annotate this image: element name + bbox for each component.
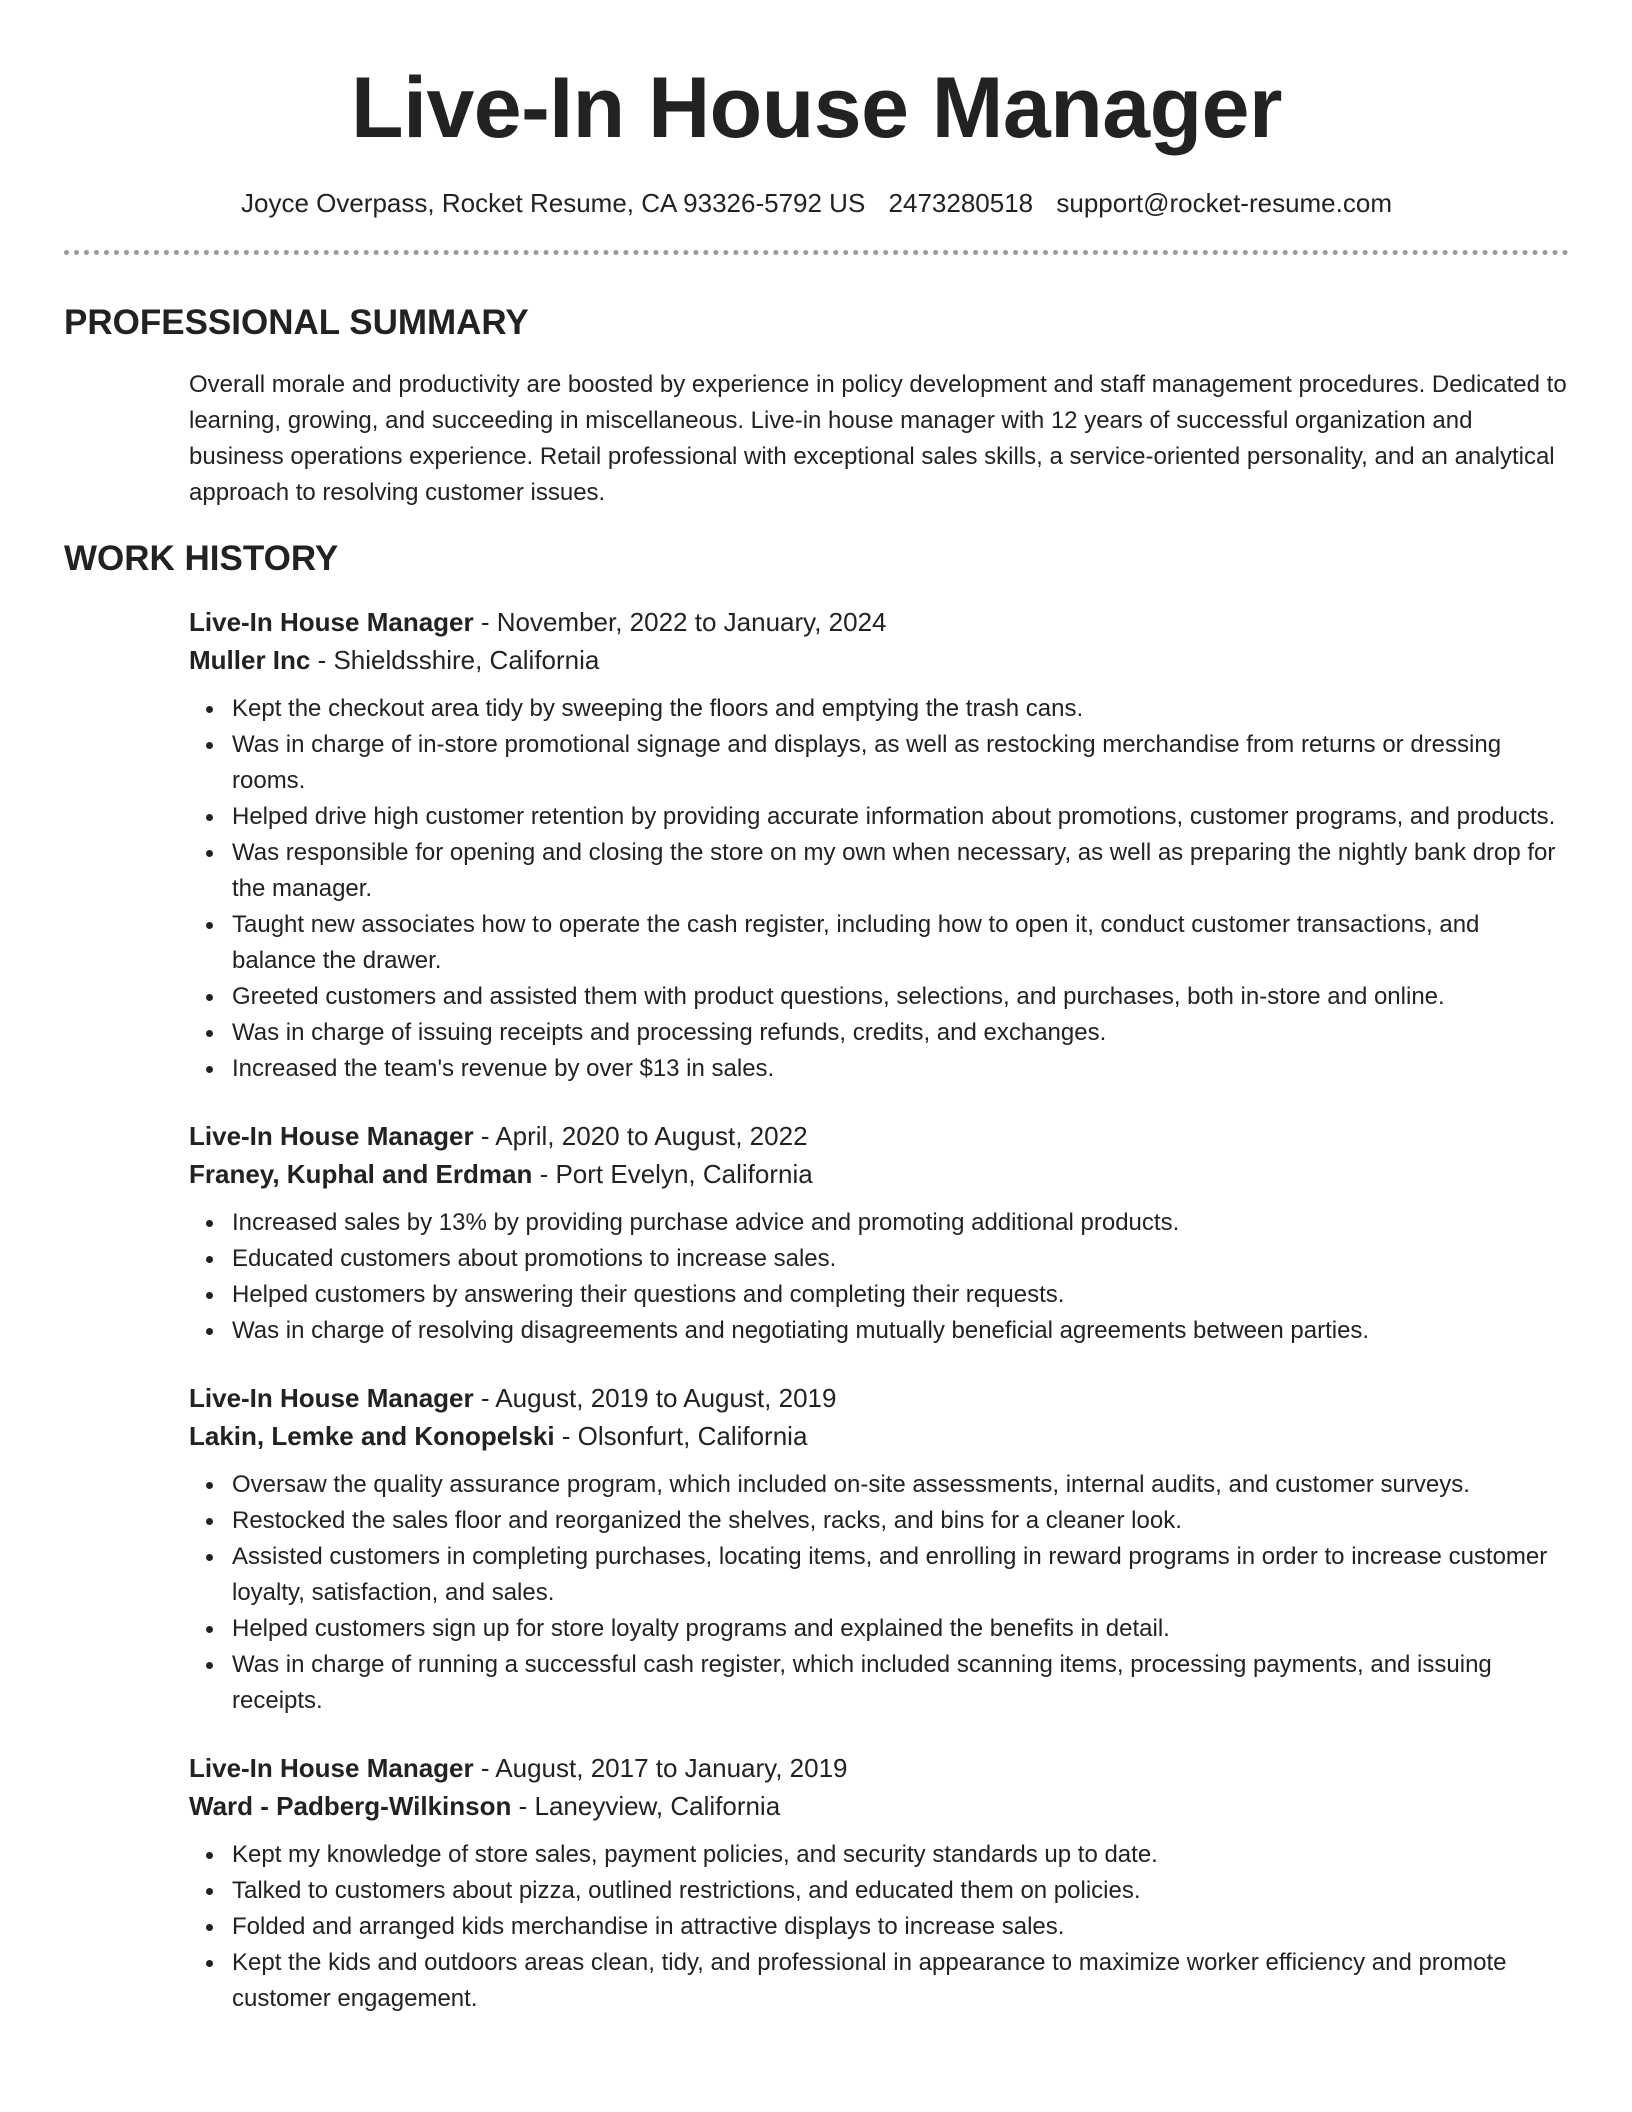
job-bullet: Increased sales by 13% by providing purchase advice and promoting additional products.: [189, 1205, 1569, 1241]
job-title-line: [189, 1379, 1569, 1417]
job-bullet-list: [189, 1205, 1569, 1349]
professional-summary-section: [64, 301, 1569, 511]
job-company-line: [189, 1155, 1569, 1193]
job-bullet: Kept my knowledge of store sales, payment policies, and security standards up to date.: [189, 1837, 1569, 1873]
header-divider: [64, 250, 1569, 255]
resume-header: [64, 0, 1569, 220]
contact-phone: 2473280518: [888, 188, 1034, 218]
job-entry: [189, 1379, 1569, 1719]
job-company: Ward - Padberg-Wilkinson: [189, 1791, 512, 1821]
contact-line: [64, 186, 1569, 220]
job-bullet-list: [189, 1837, 1569, 2017]
job-role: Live-In House Manager: [189, 1383, 474, 1413]
work-history-section: [64, 537, 1569, 2017]
job-bullet: Kept the kids and outdoors areas clean, tidy, and professional in appearance to maximize worker efficiency and promote customer engagement.: [189, 1945, 1569, 2017]
job-bullet: Assisted customers in completing purchases, locating items, and enrolling in reward programs in order to increase customer loyalty, satisfaction, and sales.: [189, 1539, 1569, 1611]
job-dates: - November, 2022 to January, 2024: [473, 607, 887, 637]
job-bullet-list: [189, 691, 1569, 1087]
job-bullet: Kept the checkout area tidy by sweeping the floors and emptying the trash cans.: [189, 691, 1569, 727]
job-bullet: Educated customers about promotions to increase sales.: [189, 1241, 1569, 1277]
job-company: Muller Inc: [189, 645, 311, 675]
job-bullet: Was in charge of running a successful cash register, which included scanning items, processing payments, and issuing receipts.: [189, 1647, 1569, 1719]
section-title-summary: PROFESSIONAL SUMMARY: [64, 303, 529, 342]
job-entry: [189, 603, 1569, 1087]
job-company-line: [189, 641, 1569, 679]
job-location: - Olsonfurt, California: [554, 1421, 808, 1451]
job-bullet: Restocked the sales floor and reorganized the shelves, racks, and bins for a cleaner look.: [189, 1503, 1569, 1539]
job-role: Live-In House Manager: [189, 1121, 474, 1151]
job-bullet: Was in charge of issuing receipts and processing refunds, credits, and exchanges.: [189, 1015, 1569, 1051]
job-bullet: Taught new associates how to operate the cash register, including how to open it, conduct customer transactions, and balance the drawer.: [189, 907, 1569, 979]
job-company: Franey, Kuphal and Erdman: [189, 1159, 533, 1189]
job-company-line: [189, 1417, 1569, 1455]
job-title-line: [189, 1749, 1569, 1787]
job-bullet: Helped customers by answering their questions and completing their requests.: [189, 1277, 1569, 1313]
job-title-line: [189, 1117, 1569, 1155]
summary-text: Overall morale and productivity are boosted by experience in policy development and staff management procedures. Dedicated to learning, growing, and succeeding in miscellaneous. Live-in house manager with 12 years of successful organization and business operations experience. Retail professional with exceptional sales skills, a service-oriented personality, and an analytical approach to resolving customer issues.: [189, 371, 1567, 506]
job-bullet: Talked to customers about pizza, outlined restrictions, and educated them on policies.: [189, 1873, 1569, 1909]
job-bullet: Helped customers sign up for store loyalty programs and explained the benefits in detail.: [189, 1611, 1569, 1647]
job-location: - Laneyview, California: [511, 1791, 781, 1821]
job-bullet: Increased the team's revenue by over $13 in sales.: [189, 1051, 1569, 1087]
job-dates: - April, 2020 to August, 2022: [473, 1121, 808, 1151]
job-list: [189, 603, 1569, 2017]
job-location: - Port Evelyn, California: [532, 1159, 813, 1189]
job-role: Live-In House Manager: [189, 1753, 474, 1783]
job-bullet: Was responsible for opening and closing the store on my own when necessary, as well as preparing the nightly bank drop for the manager.: [189, 835, 1569, 907]
section-title-work-history: WORK HISTORY: [64, 539, 339, 578]
job-title-line: [189, 603, 1569, 641]
job-dates: - August, 2017 to January, 2019: [473, 1753, 848, 1783]
job-entry: [189, 1117, 1569, 1349]
job-bullet: Oversaw the quality assurance program, which included on-site assessments, internal audits, and customer surveys.: [189, 1467, 1569, 1503]
contact-address: Joyce Overpass, Rocket Resume, CA 93326-5792 US: [240, 188, 866, 218]
job-role: Live-In House Manager: [189, 607, 474, 637]
job-company-line: [189, 1787, 1569, 1825]
job-entry: [189, 1749, 1569, 2017]
job-bullet: Was in charge of in-store promotional signage and displays, as well as restocking merchandise from returns or dressing rooms.: [189, 727, 1569, 799]
resume-name: Live-In House Manager: [351, 60, 1282, 156]
job-bullet: Greeted customers and assisted them with product questions, selections, and purchases, both in-store and online.: [189, 979, 1569, 1015]
job-bullet: Was in charge of resolving disagreements and negotiating mutually beneficial agreements between parties.: [189, 1313, 1569, 1349]
job-bullet: Folded and arranged kids merchandise in attractive displays to increase sales.: [189, 1909, 1569, 1945]
job-location: - Shieldsshire, California: [310, 645, 600, 675]
job-company: Lakin, Lemke and Konopelski: [189, 1421, 555, 1451]
job-bullet: Helped drive high customer retention by providing accurate information about promotions, customer programs, and products.: [189, 799, 1569, 835]
job-dates: - August, 2019 to August, 2019: [473, 1383, 837, 1413]
job-bullet-list: [189, 1467, 1569, 1719]
contact-email: support@rocket-resume.com: [1056, 188, 1392, 218]
